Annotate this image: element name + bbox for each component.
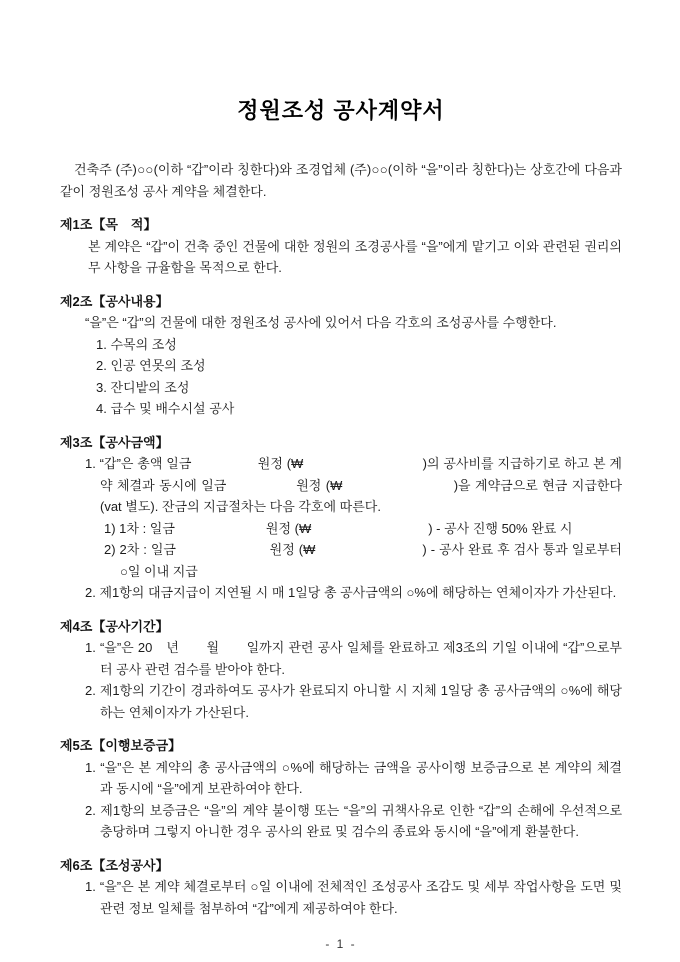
section-landscaping-work-body <box>60 876 622 919</box>
section-construction-price-body <box>60 453 622 604</box>
section-performance-bond-body <box>60 757 622 843</box>
clause-item: 1. “을”은 본 계약의 총 공사금액의 ○%에 해당하는 금액을 공사이행 보증금으로 본 계약의 체결과 동시에 “을”에게 보관하여야 한다. <box>85 759 622 796</box>
clause-sub-item: 2) 2차 : 일금 원정 (₩ ) - 공사 완료 후 검사 통과 일로부터 ○일 이내 지급 <box>104 542 622 579</box>
clause-item: 2. 제1항의 기간이 경과하여도 공사가 완료되지 아니할 시 지체 1일당 총 공사금액의 ○%에 해당하는 연체이자가 가산된다. <box>85 683 622 720</box>
clause-list-item: 2. 인공 연못의 조성 <box>96 358 206 373</box>
clause-list-item: 4. 급수 및 배수시설 공사 <box>96 401 235 416</box>
section-construction-price <box>60 432 622 604</box>
clause-item: 1. “갑”은 총액 일금 원정 (₩ )의 공사비를 지급하기로 하고 본 계약 체결과 동시에 일금 원정 (₩ )을 계약금으로 현금 지급한다(vat 별도). 잔금의 지급절차는 다음 각호에 따른다. <box>85 456 622 514</box>
section-performance-bond <box>60 735 622 843</box>
clause-list-item: 1. 수목의 조성 <box>96 336 177 352</box>
section-landscaping-work-heading: 제6조【조성공사】 <box>60 857 169 873</box>
section-landscaping-work <box>60 855 622 920</box>
document-title: 정원조성 공사계약서 <box>237 98 445 123</box>
section-work-scope-body <box>60 312 622 420</box>
section-work-scope <box>60 291 622 420</box>
clause-sub-item: 1) 1차 : 일금 원정 (₩ ) - 공사 진행 50% 완료 시 <box>104 520 573 536</box>
section-purpose-body <box>60 236 622 279</box>
page-number: - 1 - <box>325 937 357 951</box>
section-construction-period-heading: 제4조【공사기간】 <box>60 618 169 634</box>
clause-item: 2. 제1항의 대금지급이 지연될 시 매 1일당 총 공사금액의 ○%에 해당하는 연체이자가 가산된다. <box>85 585 617 600</box>
section-construction-period <box>60 616 622 724</box>
clause-item: 1. “을”은 20 년 월 일까지 관련 공사 일체를 완료하고 제3조의 기일 이내에 “갑”으로부터 공사 관련 검수를 받아야 한다. <box>85 640 622 677</box>
section-work-scope-heading: 제2조【공사내용】 <box>60 293 169 309</box>
section-construction-price-heading: 제3조【공사금액】 <box>60 434 169 450</box>
intro-paragraph: 건축주 (주)○○(이하 “갑”이라 칭한다)와 조경업체 (주)○○(이하 “을”이라 칭한다)는 상호간에 다음과 같이 정원조성 공사 계약을 체결한다. <box>60 162 622 199</box>
section-performance-bond-heading: 제5조【이행보증금】 <box>60 738 182 753</box>
clause-item: 2. 제1항의 보증금은 “을”의 계약 불이행 또는 “을”의 귀책사유로 인한 “갑”의 손해에 우선적으로 충당하며 그렇지 아니한 경우 공사의 완료 및 검수의 종료와 동시에 “을”에게 환불한다. <box>85 802 622 839</box>
clause-list-item: 3. 잔디밭의 조성 <box>96 379 190 395</box>
section-construction-period-body <box>60 637 622 723</box>
clause-paragraph: “을”은 “갑”의 건물에 대한 정원조성 공사에 있어서 다음 각호의 조성공사를 수행한다. <box>85 315 557 330</box>
clause-item: 1. “을”은 본 계약 체결로부터 ○일 이내에 전체적인 조성공사 조감도 및 세부 작업사항을 도면 및 관련 정보 일체를 첨부하여 “갑”에게 제공하여야 한다. <box>85 879 622 916</box>
section-purpose-heading: 제1조【목 적】 <box>60 217 157 232</box>
section-purpose <box>60 214 622 279</box>
clause-paragraph: 본 계약은 “갑”이 건축 중인 건물에 대한 정원의 조경공사를 “을”에게 맡기고 이와 관련된 권리의무 사항을 규율함을 목적으로 한다. <box>88 238 622 275</box>
